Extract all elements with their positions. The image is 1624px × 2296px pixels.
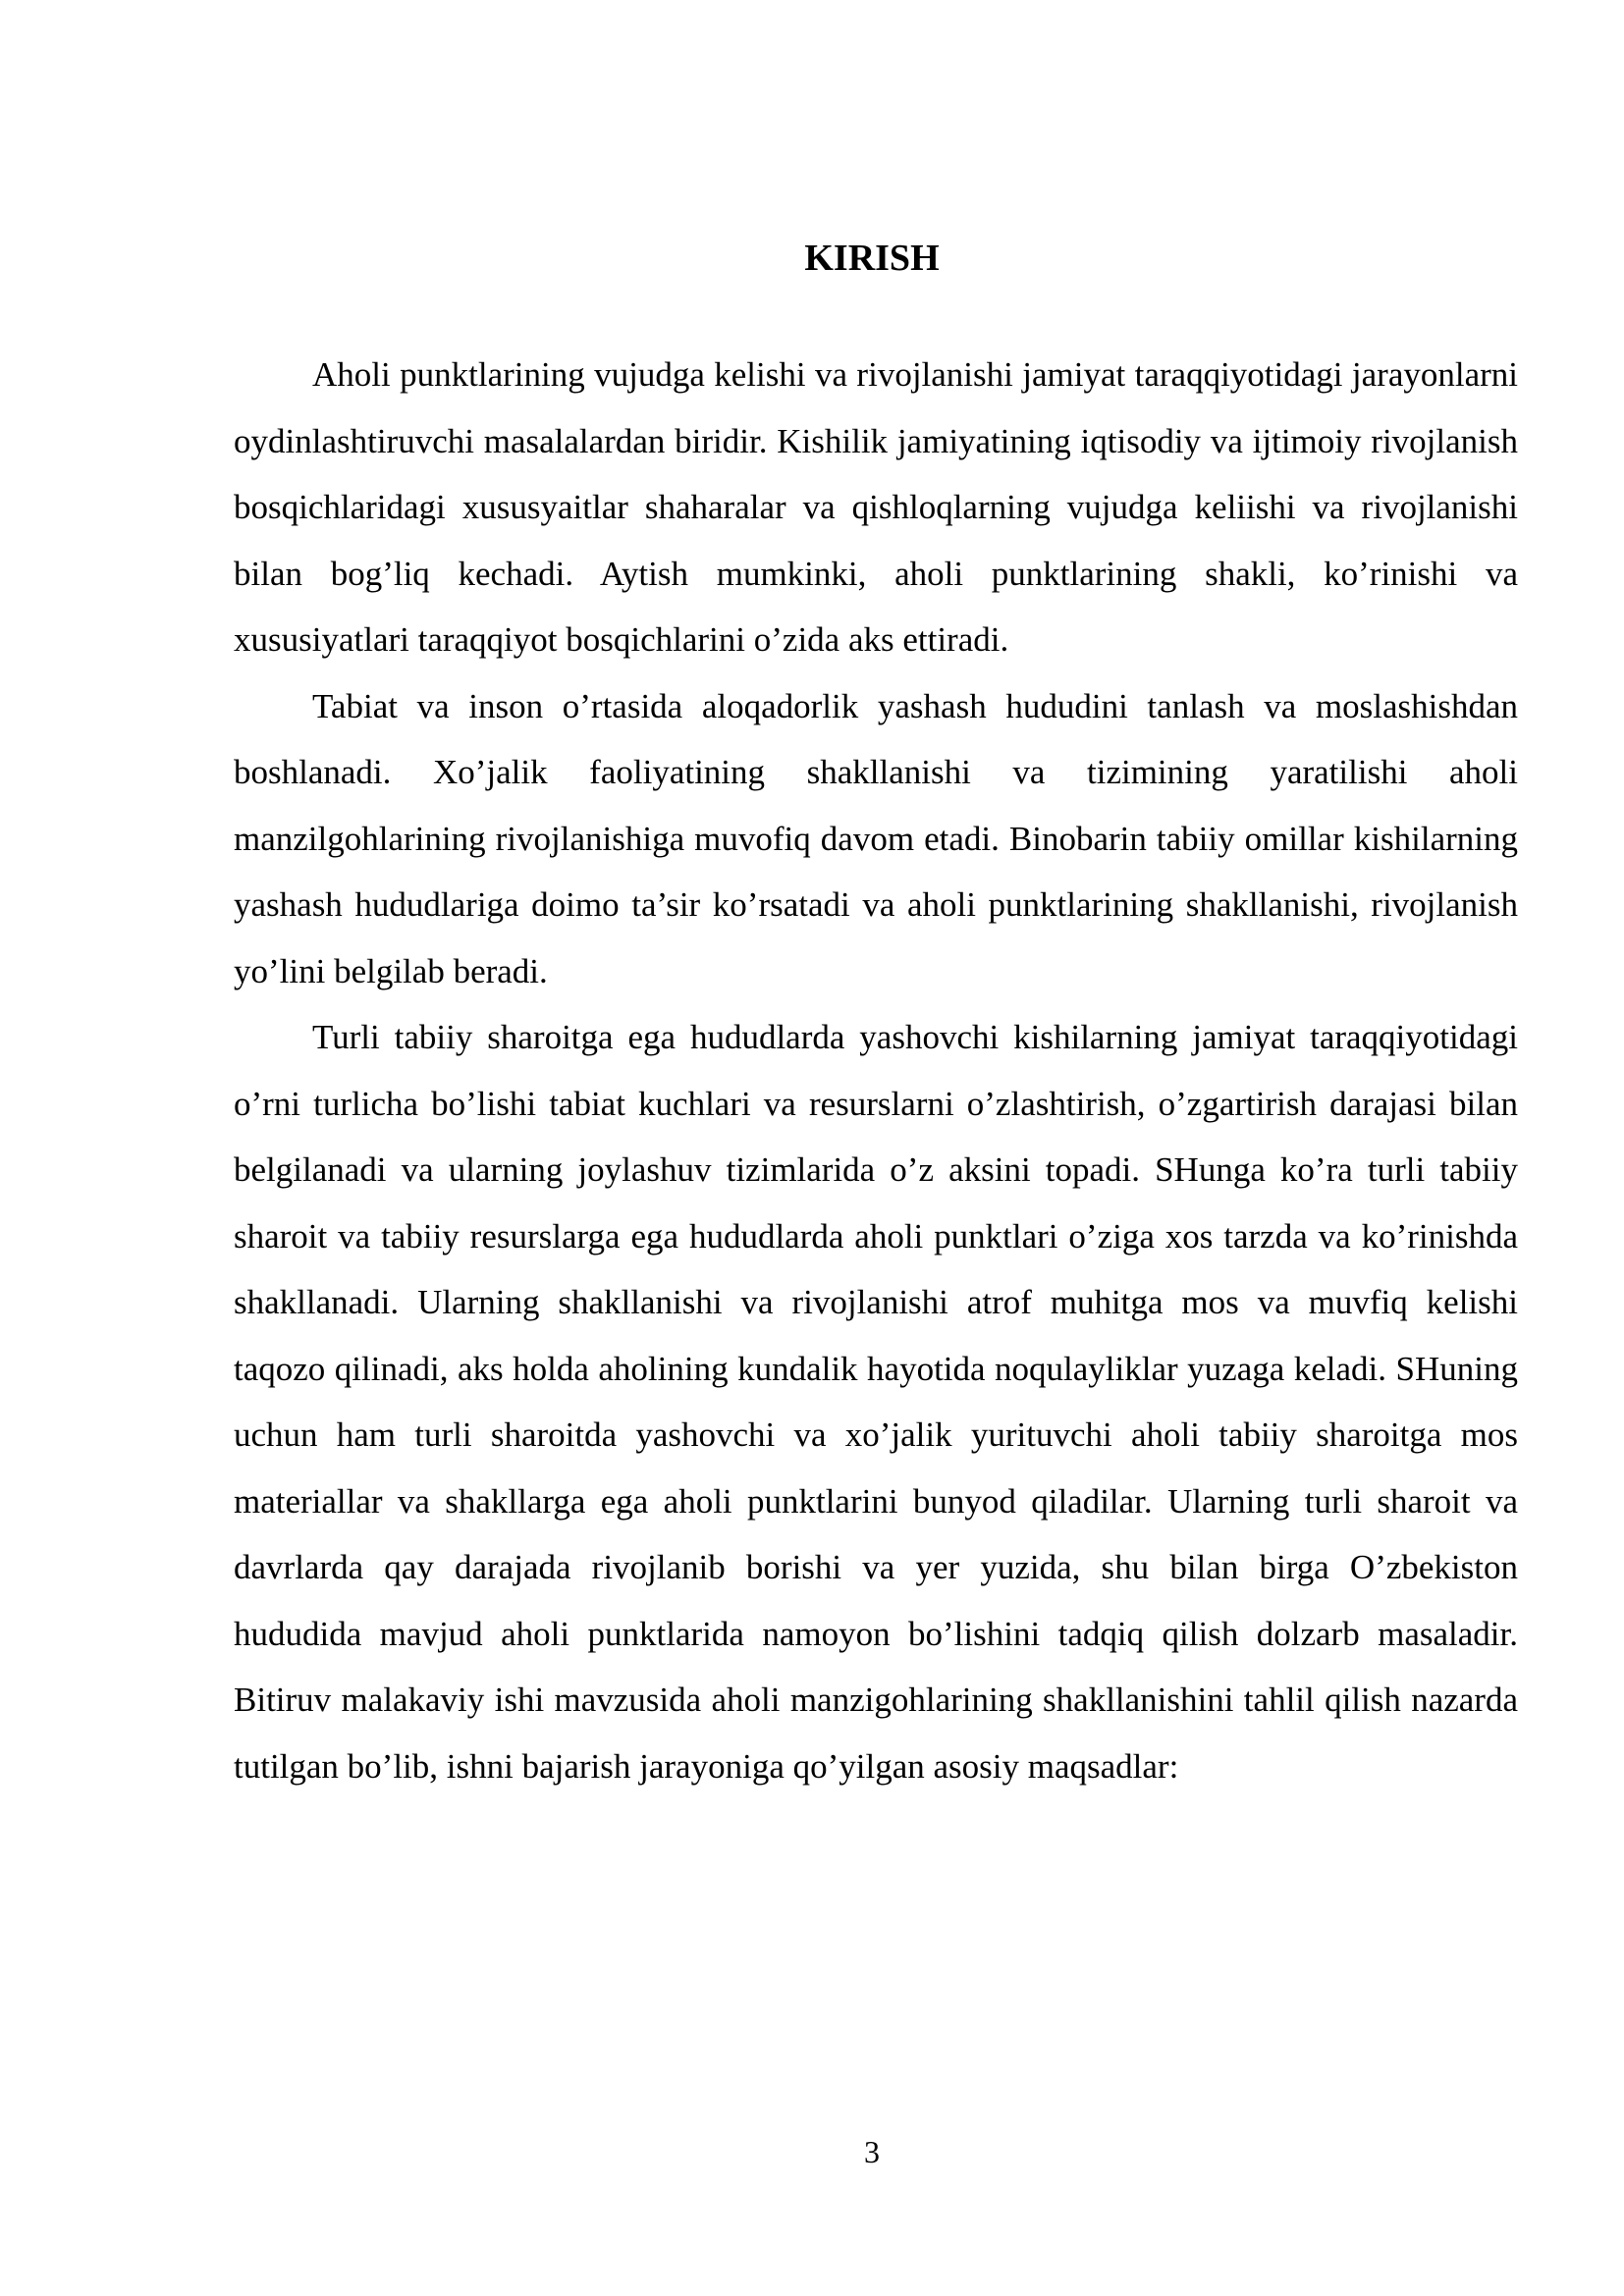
paragraph-2: Tabiat va inson o’rtasida aloqadorlik yashash hududini tanlash va moslashishdan boshlanadi. Xo’jalik faoliyatining shakllanishi va tizimining yaratilishi aholi manzilgohlarining rivojlanishiga muvofiq davom etadi. Binobarin tabiiy omillar kishilarning yashash hududlariga doimo ta’sir ko’rsatadi va aholi punktlarining shakllanishi, rivojlanish yo’lini belgilab beradi.: [234, 686, 1518, 990]
paragraph-1: Aholi punktlarining vujudga kelishi va rivojlanishi jamiyat taraqqiyotidagi jarayonlarni oydinlashtiruvchi masalalardan biridir. Kishilik jamiyatining iqtisodiy va ijtimoiy rivojlanish bosqichlaridagi xususyaitlar shaharalar va qishloqlarning vujudga keliishi va rivojlanishi bilan bog’liq kechadi. Aytish mumkinki, aholi punktlarining shakli, ko’rinishi va xususiyatlari taraqqiyot bosqichlarini o’zida aks ettiradi.: [234, 355, 1518, 659]
body-text: [234, 342, 1518, 1799]
page-number: 3: [864, 2134, 880, 2169]
section-heading: KIRISH: [804, 238, 940, 279]
paragraph-3: Turli tabiiy sharoitga ega hududlarda yashovchi kishilarning jamiyat taraqqiyotidagi o’rni turlicha bo’lishi tabiat kuchlari va resurslarni o’zlashtirish, o’zgartirish darajasi bilan belgilanadi va ularning joylashuv tizimlarida o’z aksini topadi. SHunga ko’ra turli tabiiy sharoit va tabiiy resurslarga ega hududlarda aholi punktlari o’ziga xos tarzda va ko’rinishda shakllanadi. Ularning shakllanishi va rivojlanishi atrof muhitga mos va muvfiq kelishi taqozo qilinadi, aks holda aholining kundalik hayotida noqulayliklar yuzaga keladi. SHuning uchun ham turli sharoitda yashovchi va xo’jalik yurituvchi aholi tabiiy sharoitga mos materiallar va shakllarga ega aholi punktlarini bunyod qiladilar. Ularning turli sharoit va davrlarda qay darajada rivojlanib borishi va yer yuzida, shu bilan birga O’zbekiston hududida mavjud aholi punktlarida namoyon bo’lishini tadqiq qilish dolzarb masaladir. Bitiruv malakaviy ishi mavzusida aholi manzigohlarining shakllanishini tahlil qilish nazarda tutilgan bo’lib, ishni bajarish jarayoniga qo’yilgan asosiy maqsadlar:: [234, 1018, 1518, 1786]
